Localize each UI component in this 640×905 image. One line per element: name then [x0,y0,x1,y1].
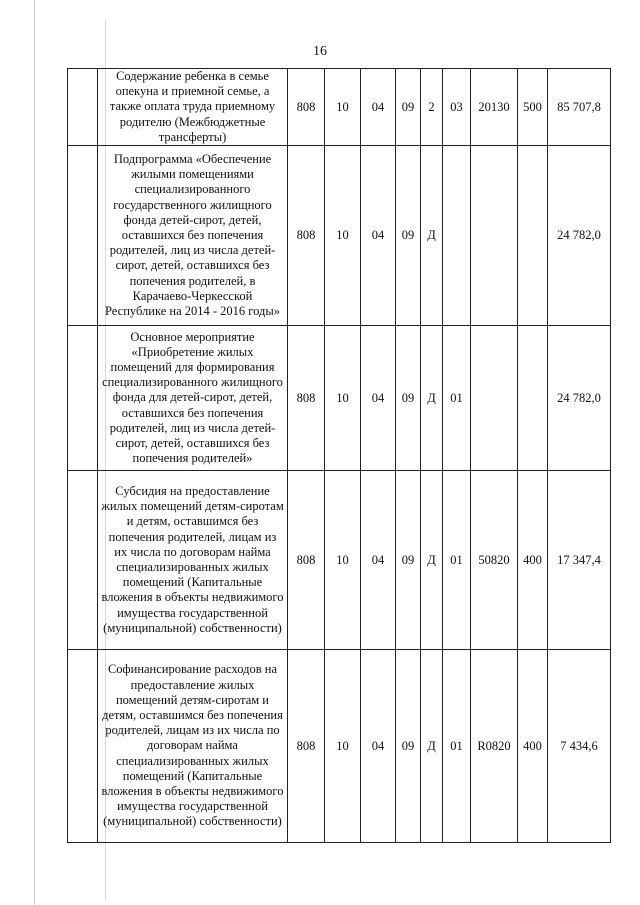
budget-table [67,68,611,843]
row-description: Субсидия на предоставление жилых помещений детям-сиротам и детям, оставшимся без попечения родителей, лицам из их числа по договорам найма специализированных жилых помещений (Капитальные вложения в объекты недвижимого имущества государственной (муниципальной) собственности) [98,471,288,650]
row-description: Подпрограмма «Обеспечение жилыми помещениями специализированного государственного жилищного фонда детей-сирот, детей, оставшихся без попечения родителей, лиц из числа детей-сирот, детей, оставшихся без попечения родителей, в Карачаево-Черкесской Республике на 2014 - 2016 годы» [98,146,288,326]
amount-value: 7 434,6 [548,650,611,843]
page-number: 16 [313,44,327,59]
table-row [68,146,611,326]
measure-code: 01 [443,650,471,843]
program-code: 09 [396,471,421,650]
row-description: Софинансирование расходов на предоставление жилых помещений детям-сиротам и детям, оставшимся без попечения родителей, лицам из их числа по договорам найма специализированных жилых помещений (Капитальные вложения в объекты недвижимого имущества государственной (муниципальной) собственности) [98,650,288,843]
subprogram-code: Д [421,471,443,650]
ministry-code: 808 [288,326,325,471]
measure-code: 01 [443,326,471,471]
table-row [68,471,611,650]
amount-value: 24 782,0 [548,146,611,326]
ministry-code: 808 [288,146,325,326]
blank-cell [68,146,98,326]
subprogram-code: Д [421,326,443,471]
blank-cell [68,471,98,650]
table-row [68,326,611,471]
direction-code: R0820 [471,650,518,843]
subsection-code: 04 [361,471,396,650]
amount-value: 85 707,8 [548,69,611,146]
direction-code [471,146,518,326]
expense-type-code: 400 [518,650,548,843]
ministry-code: 808 [288,471,325,650]
program-code: 09 [396,650,421,843]
subprogram-code: Д [421,650,443,843]
section-code: 10 [325,69,361,146]
direction-code: 20130 [471,69,518,146]
subprogram-code: 2 [421,69,443,146]
ministry-code: 808 [288,650,325,843]
table-row [68,69,611,146]
program-code: 09 [396,146,421,326]
direction-code: 50820 [471,471,518,650]
program-code: 09 [396,69,421,146]
expense-type-code: 400 [518,471,548,650]
amount-value: 24 782,0 [548,326,611,471]
row-description: Содержание ребенка в семье опекуна и приемной семье, а также оплата труда приемному родителю (Межбюджетные трансферты) [98,69,288,146]
measure-code: 03 [443,69,471,146]
direction-code [471,326,518,471]
blank-cell [68,650,98,843]
section-code: 10 [325,650,361,843]
measure-code: 01 [443,471,471,650]
subsection-code: 04 [361,146,396,326]
program-code: 09 [396,326,421,471]
subsection-code: 04 [361,650,396,843]
expense-type-code: 500 [518,69,548,146]
section-code: 10 [325,146,361,326]
expense-type-code [518,146,548,326]
scan-edge-line [34,0,35,905]
section-code: 10 [325,471,361,650]
measure-code [443,146,471,326]
expense-type-code [518,326,548,471]
amount-value: 17 347,4 [548,471,611,650]
subsection-code: 04 [361,69,396,146]
ministry-code: 808 [288,69,325,146]
subsection-code: 04 [361,326,396,471]
blank-cell [68,326,98,471]
table-row [68,650,611,843]
section-code: 10 [325,326,361,471]
blank-cell [68,69,98,146]
row-description: Основное мероприятие «Приобретение жилых помещений для формирования специализированного жилищного фонда для детей-сирот, детей, оставшихся без попечения родителей, лиц из числа детей-сирот, детей, оставшихся без попечения родителей» [98,326,288,471]
subprogram-code: Д [421,146,443,326]
